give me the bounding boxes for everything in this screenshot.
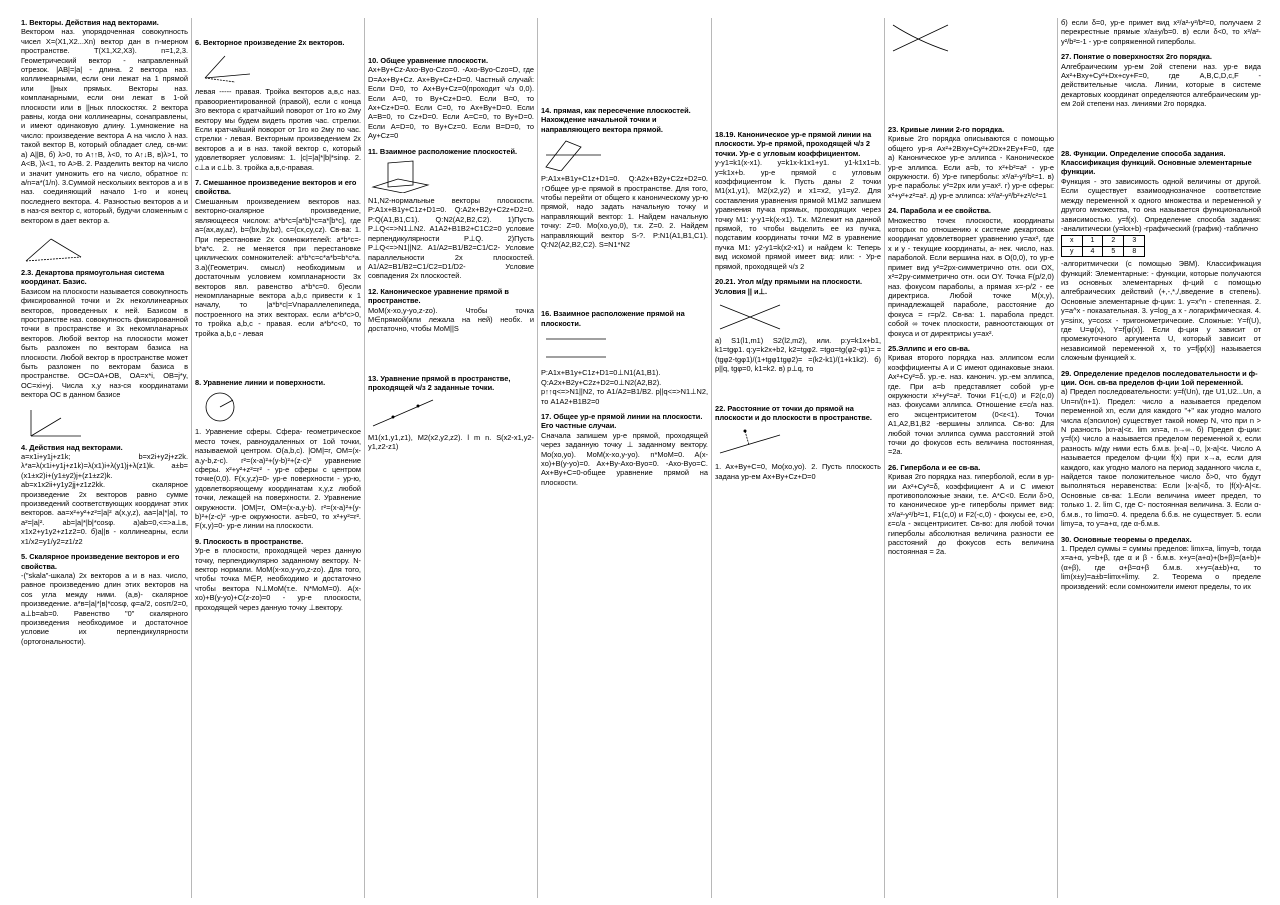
line-through-points-diagram	[368, 396, 438, 430]
section-body: Ax+By+Cz-Axo-Byo-Czo=0. -Axo-Byo-Czo=D, где D=Ax+By+Cz. Ax+By+Cz+D=0. Частный случай: Если D=0, то Ax+By+Cz=0(проходит ч/з 0,0). Если A=0, то By+Cz+D=0. Если B=0, то Ax+Cz+D=0. Если C=0, то Ax+By+D=0. Если A=B=0, то Cz+D=0. Если A=C=0, то By+D=0. Если A=D=0, то By+Cz=0. Если B=D=0, то Ay+Cz=0	[368, 65, 534, 141]
column-7	[1058, 18, 1264, 898]
section-body: Базисом на плоскости называется совокупность фиксированной точки и 2х неколлинеарных векторов, проведенных к ней. Базисом в пространстве наз. совокупность фиксированной точки в пространстве и 3х некомпланарных векторов. Любой вектор на плоскости может быть разложен по векторам базиса на плоскости. Любой вектор в пространстве может быть разложен по векторам базиса в пространстве. OC=OA+OB, OA=x*i, OB=j*y, OC=xi+yj. Числа x,y наз-ся координатами вектора OC в данном базисе	[21, 286, 188, 400]
section-ellipse	[888, 344, 1054, 457]
section-limit-theorems	[1061, 535, 1261, 591]
section-planes-mutual-position	[368, 147, 534, 281]
section-body: MoM(x-xo,y-yo,z-zo). Чтобы точка M∈прямой(или лежала на ней) необх. и достаточно, чтобы MoM||S	[368, 305, 534, 334]
section-body: a=x1i+y1j+z1k; b=x2i+y2j+z2k. λ*a=λ(x1i+y1j+z1k)=λ(x1)i+λ(y1)j+λ(z1)k. a±b=(x1±x2)i+(y1±y2)j+(z1±z2)k. ab=x1x2ii+y1y2jj+z1z2kk. скалярное произведение 2х векторов равно сумме произведений соответствующих координат этих векторов. aa=x²+y²+z²=|a|² a(x,y,z), aa=|a|*|a|, то a²=|a|². ab=|a|*|b|*cosφ. a)ab=0,<=>a⊥в, x1x2+y1y2+z1z2=0. б)a||в - коллинеарны, если x1/x2=y1/y2=z1/z2	[21, 452, 188, 546]
section-second-order-surfaces	[1061, 52, 1261, 108]
section-title: 26. Гипербола и ее св-ва.	[888, 462, 981, 472]
section-body: 1. Предел суммы = суммы пределов: limx=a, limy=b, тогда x=a+α, y=b+β, где α и β - б.м.в. x+y=(a+α)+(b+β)=(a+b)+(α+β), где α+β=α+β б.м.в. x+y=(a±b)+α, то lim(x±y)=a±b=limx+limy. 2. Теорема о пределе произвдений: если сомножители имеют пределы, то их	[1061, 543, 1261, 591]
sphere-diagram	[195, 390, 265, 424]
planes-diagram	[368, 159, 438, 193]
section-body: 1. Ax+By+C=0, Mo(xo,yo). 2. Пусть плоскость задана ур-ем Ax+By+Cz+D=0	[715, 462, 881, 481]
section-second-order-curves	[888, 125, 1054, 200]
table-cell: 2	[1103, 236, 1124, 246]
section-title: 14. прямая, как пересечение плоскостей. Нахождение начальной точки и направляющего вектора прямой.	[541, 106, 691, 134]
section-hyperbola-continued	[1061, 18, 1261, 46]
section-body: Вектором наз. упорядоченная совокупность чисел X=(X1,X2...Xn) вектор дан в n-мерном пространстве. T(X1,X2,X3). n=1,2,3. Геометрический вектор - направленный отрезок. |AB|=|a| - длина. 2 вектора наз. коллинеарными, если они лежат на 1 прямой или ||ных прямых. Векторы наз. компланарными, если они лежат в 1-ой плоскости или в ||ных плоскостях. 2 вектора равны, когда они коллинеарны, сонаправлены, и имеют одинаковую длину. 1.умножение на число: произведение вектора A на число λ наз. такой вектор B, который обладает след. св-ми: а) A||B, б) λ>0, то A↑↑B, λ<0, то A↑↓B, в)λ>1, то A<B, )λ<1, то A>B. 2. Разделить вектор на число и значит умножить его на число, обратное n: a/n=a*(1/n). 3.Суммой нескольких векторов a и в наз. соединяющий начало 1-го и конец последнего вектора. 4. Разностью векторов a и в наз-ся вектор c, который, будучи сложенным с вектором в дает вектор a.	[21, 27, 188, 225]
section-plane-in-space	[195, 537, 361, 612]
section-title: 1. Векторы. Действия над векторами.	[21, 18, 159, 27]
vector-sum-diagram	[21, 231, 91, 265]
section-title: 16. Взаимное расположение прямой на плоскости.	[541, 309, 685, 328]
section-title: 13. Уравнение прямой в пространстве, проходящей ч/з 2 заданные точки.	[368, 373, 511, 393]
section-body: M1(x1,y1,z1), M2(x2,y2,z2). l m n. S(x2-x1,y2-y1,z2-z1)	[368, 432, 534, 451]
section-title: 27. Понятие о поверхностях 2го порядка.	[1061, 52, 1212, 62]
section-canonical-line-plane	[715, 130, 881, 271]
section-title: 5. Скалярное произведение векторов и его свойства.	[21, 552, 180, 571]
section-body: -("skala"-шкала) 2х векторов a и в наз. число, равное произведению длин этих векторов на cos угла между ними. (a,в)- скалярное произведение. a*в=|a|*|в|*cosφ, φ=a/2, cosπ/2=0, a⊥b=ab=0. Равенство "0" скалярного произведения необходимое и достаточное условие их перпендикулярности (ортогональности).	[21, 570, 188, 646]
section-title: 11. Взаимное расположение плоскостей.	[368, 146, 518, 156]
section-functions	[1061, 149, 1261, 363]
table-cell: 4	[1082, 246, 1103, 256]
section-body: P:A1x+B1y+C1z+D1=0⊥N1(A1,B1). Q:A2x+B2y+C2z+D2=0⊥N2(A2,B2). p↑↑q<=>N1||N2, то A1/A2=B1/B2. p||q<=>N1⊥N2, то A1A2+B1B2=0	[541, 368, 708, 406]
section-line-surface-equation	[195, 378, 361, 531]
section-body: 1. Уравнение сферы. Сфера- геометрическое место точек, равноудаленных от 1ой точки, называемой центром. O(a,b,c). |OM|=r, OM=(x-a,y-b,z-c). r²=(x-a)²+(y-b)²+(z-c)² уравнение сферы. x²+y²+z²=r² - ур-е сферы с центром точке(0,0). F(x,y,z)=0- ур-е поверхности - ур-ю, удовлетворяющему координатам x,y,z любой точки, лежащей на поверхности. 2. Уравнение окружности. |OM|=r, OM=(x-a,y-b). r²=(x-a)²+(y-b)²+(z-c)² -ур-е окружности. a=b=0, то x²+y²=r². F(x,y)=0- ур-е линии на плоскости.	[195, 427, 361, 531]
basis-axes-diagram	[21, 406, 91, 440]
table-cell: 8	[1124, 246, 1145, 256]
section-line-two-points	[368, 374, 534, 452]
table-cell: x	[1062, 236, 1083, 246]
section-body: P:A1x+B1y+C1z+D1=0. Q:A2x+B2y+C2z+D2=0. ↑Общее ур-е прямой в пространстве. Для того, чтобы перейти от общего к каноническому ур-ю прямой, надо задать начальную точку и направляющий вектор: 1. Найдем начальную точку: Z=0. Mo(xo,yo,0), т.к. Z=0. 2. Найдем направляющий вектор S-?. P:N1(A1,B1,C1). Q:N2(A2,B2,C2). S=N1*N2	[541, 174, 708, 250]
section-body: Сначала запишем ур-е прямой, проходящей через заданную точку ⊥ заданному вектору. Mo(xo,yo). MoM(x-xo,y-yo). n*MoM=0. A(x-xo)+B(y-yo)=0. Ax+By-Axo-Byo=0. -Axo-Byo=C. Ax+By+C=0-общее уравнение прямой на плоскости.	[541, 430, 708, 487]
section-canonical-line-space	[368, 287, 534, 334]
section-title: 6. Векторное произведение 2х векторов.	[195, 38, 345, 47]
section-title: 7. Смешанное произведение векторов и его свойства.	[195, 178, 357, 197]
section-body: Кривые 2го порядка описываются с помощью общего ур-я Ax²+2Bxy+Cy²+2Dx+2Ey+F=0, где а) Каноническое ур-е эллипса - Каноническое ур-е эллипса. Если a=b, то x²+b²=a² - ур-е окружности. б) Ур-е гиперболы: x²/a²-y²/b²=1. в) ур-е параболы: y²=2px или y=ax². г) ур-е сферы: x²+y²+z²=a². д) ур-е эллипса: x²/a²-y²/b²+z²/c²=1	[888, 134, 1054, 200]
angle-diagram	[715, 299, 785, 333]
section-title: 4. Действия над векторами.	[21, 442, 123, 452]
section-body: Смешанным произведением векторов наз. векторно-скалярное произведение, являющееся числом: a*b*c=[a*b]*c=a*[b*c], где a=(ax,ay,az), b=(bx,by,bz), c=(cx,cy,cz). Св-ва: 1. При перестановке 2х сомножителей: a*b*c=-b*a*c. 2. не меняется при перестановке циклических сомножителей: a*b*c=c*a*b=b*c*a. 3.a)(Геометрич. смысл) необходимым и достаточным условием компланарности 3х векторов явл. равенство a*b*c=0. б)если некомпланарные вектора a,b,c привести к 1 началу, то |a*b*c|=Vпараллелепипеда, построенного на этих векторах. если a*b*c>0, то тройка a,b,c - правая. если a*b*c<0, то тройка a,b,c - левая	[195, 196, 361, 338]
column-5	[712, 18, 884, 898]
intersecting-planes-diagram	[541, 137, 611, 171]
section-body: Ур-е в плоскости, проходящей через данную точку, перпендикулярно заданному вектору. N-вектор нормали. MoM(x-xo,y-yo,z-zo). Для того, чтобы точка M∈P, необходимо и достаточно чтобы вектора N⊥MoM(т.е. N*MoM=0). A(x-xo)+B(y-yo)+C(z-zo)=0 - ур-е плоскости, проходящей через данную точку ⊥вектору.	[195, 546, 361, 612]
column-4	[538, 18, 711, 898]
section-title: 28. Функции. Определение способа задания. Классификация функций. Основные элементарные функции.	[1061, 148, 1252, 177]
section-body: б) если δ=0, ур-е примет вид x²/a²-y²/b²=0, получаем 2 перекрестные прямые x/a±y/b=0. в) если δ<0, то x²/a²-y²/b²=-1 - ур-е сопряженной гиперболы.	[1061, 18, 1261, 46]
section-body: левая ----- правая. Тройка векторов a,в,c наз. правоориентированной (правой), если с конца 3го вектора c кратчайший поворот от 1го ко 2му вектору мы будем видеть против час. стрелки. Если кратчайший поворот от 1го ко 2му по час. стрелки - левая. Векторным произведением 2х векторов a и в наз. такой вектор c, который удовлетворяет условиям: 1. |c|=|a|*|b|*sinφ. 2. c⊥a и c⊥b. 3. тройка a,в,c-правая.	[195, 87, 361, 172]
section-general-line-equation	[541, 412, 708, 487]
section-hyperbola	[888, 463, 1054, 557]
section-line-as-planes-intersection	[541, 106, 708, 249]
section-title: 8. Уравнение линии и поверхности.	[195, 377, 326, 387]
triple-orientation-diagram	[195, 50, 265, 84]
section-lines-mutual-position	[541, 309, 708, 405]
column-1	[18, 18, 191, 898]
table-cell: y	[1062, 246, 1083, 256]
section-parabola	[888, 206, 1054, 338]
hyperbola-sketch	[888, 21, 958, 55]
section-title: 18.19. Каноническое ур-е прямой линии на плоскости. Ур-е прямой, проходящей ч/з 2 точки. Ур-е с угловым коэффициентом.	[715, 130, 872, 158]
section-body: а) Предел последовательности: y=f(Un), где U1,U2...Un, a Un=n/(n+1). Предел: число a называется пределом переменной xn, если для каждого "+" как угодно малого числа ε(эпсилон) существует такой номер N, что при n > N разность |xn-a|<ε. lim xn=a, n→∞. б) Предел ф-ции: y=f(x) число a называется пределом переменной x, если разность м/ду ними есть б.м.в. |x-a|→0, |x-a|<ε. Число A называется пределом ф-ции f(x) при x→a, если для каждого, как угодно малого на период заданного числа ε, найдется такое положительное число δ>0, что будут выполняться неравенства: Если |x-a|<δ, то |f(x)-A|<ε. Основные св-ва: 1.Если величина имеет предел, то только 1. 2. lim C, где C- постоянная величина. 3. Если α-б.м.в., то limα=0. 4. предела б.б.в. не существует. 5. если limy=a, то y=a+α, где α-б.м.в.	[1061, 387, 1261, 529]
section-dot-product	[21, 552, 188, 646]
section-cartesian-basis	[21, 268, 188, 400]
section-title: 22. Расстояние от точки до прямой на плоскости и до плоскости в пространстве.	[715, 403, 872, 422]
section-title: 12. Каноническое уравнение прямой в пространстве.	[368, 286, 509, 306]
section-title: 2.3. Декартова прямоугольная система координат. Базис.	[21, 267, 165, 287]
table-cell: 1	[1082, 236, 1103, 246]
section-body: Алгебраическим ур-ем 2ой степени наз. ур-е вида Ax²+Bxy+Cy²+Dx+cy+F=0, где A,B,C,D,c,F - действительные числа. Линии, которые в системе декартовых координат определяются алгебраическим ур-ем 2ой степени наз. линиями 2го порядка.	[1061, 61, 1261, 109]
section-angle-between-lines	[715, 277, 881, 373]
section-body: Функция - это зависимость одной величины от другой. Если существует взаимооднозначное соответствие между переменной x одного множества и переменной у другого множества, то она называется функциональной зависимостью. y=f(x). Определение способа задания: -аналитически (y=kx+b) -графический (график) -таблично	[1061, 176, 1261, 233]
column-2	[192, 18, 364, 898]
section-body: Множество точек плоскости, координаты которых по отношению к системе декартовых координат удовлетворяет уравнению y=ax², где x и y - текущие координаты, a- нек. число, наз. параболой. Если вершина нах. в O(0,0), то ур-е примет вид y²=2px-симметрично отн. оси OX, x²=2py-симметрично отн. оси OY. Точка F(p/2,0) наз. фокусом параболы, а прямая x=-p/2 - ее директриса. Любой точке M(x,y), принадлежащей параболе, расстояние до фокуса = r=p/2. Св-ва: 1. парабола предст. собой ∞ точек плоскости, равноотстающих от фокуса и от директрисы y=ax².	[888, 215, 1054, 338]
section-title: 9. Плоскость в пространстве.	[195, 536, 304, 546]
section-body: -алгоритмически (с помощью ЭВМ). Классификация функций: Элементарные: - функции, которые получаются из основных элементарных ф-ций с помощью алгебраических действий (+,-,*,/,введение в степень). Основные элементарные ф-ции: 1. y=x^n - степенная. 2. y=a^x - показательная. 3. y=log_a x - логарифмическая. 4. y=sinx, y=cosx - тригонометрические. Сложные: Y=f(U), где U=φ(x), Y=f[φ(x)]. Если ф-ция y зависит от промежуточного аргумента U, который зависит от независимой переменной x, то y=f[φ(x)] называется сложным функцией x.	[1061, 259, 1261, 363]
function-value-table	[1061, 235, 1145, 257]
section-body: y-y1=k1(x-x1). y=k1x-k1x1+y1. y1-k1x1=b. y=k1x+b. ур-е прямой с угловым коэффициентом k. Пусть даны 2 точки M1(x1,y1), M2(x2,y2) и x1=x2, y1=y2. Для составления уравнения прямой M1M2 запишем уравнения пучка прямых, проходящих через точку M1: y-y1=k(x-x1). Т.к. M2лежит на данной прямой, то чтобы выделить ее из пучка, подставим координаты точки M2 в уравнение пучка M1: y2-y1=k(x2-x1) и найдем k: Теперь вид искомой прямой имеет вид: или: - Ур-е прямой, проходящей ч/з 2	[715, 158, 881, 271]
section-body: N1,N2-нормальные векторы плоскости. P:A1x+B1y+C1z+D1=0. Q:A2x+B2y+C2z+D2=0. P:Q(A1,B1,C1). Q:N2(A2,B2,C2). 1)Пусть P⊥Q<=>N1⊥N2. A1A2+B1B2+C1C2=0 условие перпендикулярности P⊥Q. 2)Пусть P⊥Q<=>N1||N2. A1/A2=B1/B2=C1/C2- Условие параллельности 2х плоскостей. A1/A2=B1/B2=C1/C2=D1/D2- Условие совпадения 2х плоскостей.	[368, 196, 534, 281]
section-body: а) S1(l1,m1) S2(l2,m2), или. p:y=k1x+b1, k1=tgφ1. q:y=k2x+b2, k2=tgφ2. =tgα=tg(φ2-φ1)= =(tgφ2-tgφ1)/(1+tgφ1tgφ2)= =(k2-k1)/(1+k1k2). б) p||q, tgφ=0, k1=k2. в) p⊥q, то	[715, 335, 882, 374]
section-limits	[1061, 369, 1261, 529]
section-title: 30. Основные теоремы о пределах.	[1061, 534, 1192, 544]
section-vector-operations	[21, 443, 188, 546]
section-body: Кривая 2го порядка наз. гиперболой, если в ур-ии Ax²+Cy²=δ, коэффициент A и C имеют противоположные знаки, т.е. A*C<0. Если δ>0, то каноническое ур-е гиперболы примет вид: x²/a²-y²/b²=1, F1(c,0) и F2(-c,0) - фокусы ее, ε>0, ε=c/a - эксцентриситет. Св-во: для любой точки гиперболы абсолютная величина разности ее расстояний до фокусов есть величина постоянная = 2a.	[888, 472, 1054, 557]
parallel-lines-diagram	[541, 331, 611, 365]
column-3	[365, 18, 537, 898]
section-title: 17. Общее ур-е прямой линии на плоскости. Его частные случаи.	[541, 411, 703, 431]
section-title: 20.21. Угол м/ду прямыми на плоскости. Условия || и⊥.	[715, 277, 863, 296]
section-title: 29. Определение пределов последовательности и ф-ции. Осн. св-ва пределов ф-ции 1ой переменной.	[1061, 368, 1258, 387]
section-point-line-distance	[715, 404, 881, 482]
table-cell: 3	[1124, 236, 1145, 246]
section-cross-product	[195, 38, 361, 172]
table-cell: 5	[1103, 246, 1124, 256]
section-general-plane-equation	[368, 56, 534, 141]
section-title: 25.Эллипс и его св-ва.	[888, 343, 970, 353]
section-title: 24. Парабола и ее свойства.	[888, 206, 991, 216]
section-title: 10. Общее уравнение плоскости.	[368, 56, 489, 65]
section-mixed-product	[195, 178, 361, 338]
section-vectors	[21, 18, 188, 225]
distance-diagram	[715, 425, 785, 459]
section-title: 23. Кривые линии 2-го порядка.	[888, 125, 1005, 134]
section-body: Кривая второго порядка наз. эллипсом если коэффициенты A и C имеют одинаковые знаки. Ax²+Cy²=δ. ур.-е. наз. канонич. ур.-ем эллипса, где. При a=b представляет собой ур-е окружности x²+y²=a². Точки F1(-c,0) и F2(c,0) наз. фокусами эллипса. Отношение ε=c/a наз. его эксцентриситетом (0<ε<1). Точки A1,A2,B1,B2 -вершины эллипса. Св-во: Для любой точки эллипса сумма расстояний этой точки до фокусов есть величина постоянная, =2a.	[888, 353, 1054, 457]
column-6	[885, 18, 1057, 898]
